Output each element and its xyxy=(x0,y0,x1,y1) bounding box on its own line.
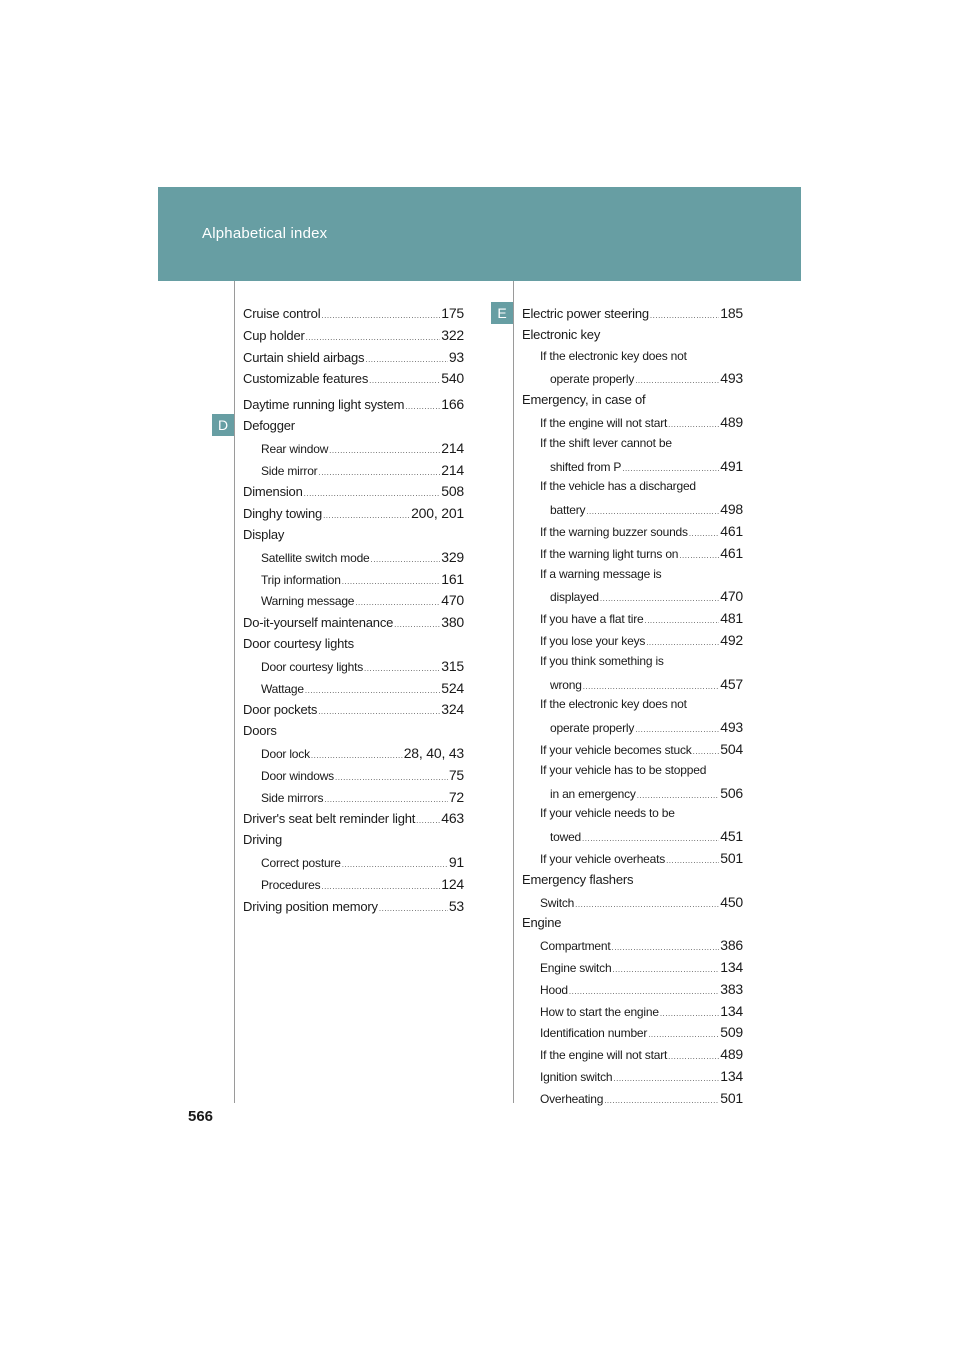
leader-dots xyxy=(668,1052,719,1061)
index-entry xyxy=(243,832,464,854)
index-entry xyxy=(522,937,743,959)
index-entry-label: operate properly xyxy=(550,372,635,387)
index-entry xyxy=(243,745,464,767)
leader-dots xyxy=(646,638,719,647)
index-entry xyxy=(522,545,743,567)
index-entry-label: Side mirrors xyxy=(261,790,324,805)
leader-dots xyxy=(342,860,448,869)
index-entry-page: 53 xyxy=(448,897,464,914)
index-entry-page: 509 xyxy=(720,1024,743,1041)
leader-dots xyxy=(582,834,719,843)
index-entry xyxy=(243,680,464,702)
leader-dots xyxy=(321,882,440,891)
leader-dots xyxy=(679,551,719,560)
leader-dots xyxy=(394,620,440,629)
leader-dots xyxy=(318,707,440,716)
index-entry-page: 540 xyxy=(441,370,464,387)
index-entry-page: 498 xyxy=(720,501,743,518)
index-entry-label: Emergency, in case of xyxy=(522,392,646,408)
index-entry-label: If the engine will not start xyxy=(540,1048,668,1063)
index-entry-label: Driver's seat belt reminder light xyxy=(243,811,416,827)
index-entry-label: Driving position memory xyxy=(243,898,378,914)
index-entry-page: 91 xyxy=(448,853,464,870)
leader-dots xyxy=(612,965,719,974)
leader-dots xyxy=(604,1096,719,1105)
index-entry xyxy=(522,894,743,916)
index-entry xyxy=(522,436,743,458)
index-entry xyxy=(522,1046,743,1068)
index-entry-page: 214 xyxy=(441,439,464,456)
index-entry xyxy=(522,828,743,850)
index-entry-page: 470 xyxy=(441,592,464,609)
leader-dots xyxy=(311,751,403,760)
leader-dots xyxy=(666,856,719,865)
index-entry-label: Electric power steering xyxy=(522,306,649,321)
index-entry-label: Customizable features xyxy=(243,371,369,387)
leader-dots xyxy=(622,464,719,473)
index-entry-page: 175 xyxy=(441,305,464,321)
index-entry-page: 461 xyxy=(720,522,743,539)
index-entry xyxy=(522,610,743,632)
leader-dots xyxy=(379,904,448,913)
index-entry xyxy=(243,723,464,745)
index-entry xyxy=(522,959,743,981)
index-entry-page: 506 xyxy=(720,784,743,801)
index-entry xyxy=(522,458,743,480)
letter-tab-d: D xyxy=(212,414,234,436)
index-entry-label: Wattage xyxy=(261,681,304,696)
index-entry-label: If the warning light turns on xyxy=(540,546,679,561)
index-entry xyxy=(243,789,464,811)
index-entry-label: Dimension xyxy=(243,484,303,500)
index-entry-label: Ignition switch xyxy=(540,1069,613,1084)
index-entry-label: Hood xyxy=(540,982,568,997)
leader-dots xyxy=(635,725,719,734)
index-entry-label: Correct posture xyxy=(261,855,341,870)
index-entry xyxy=(243,571,464,593)
index-entry xyxy=(243,483,464,505)
index-entry-label: Cruise control xyxy=(243,306,321,321)
leader-dots xyxy=(364,664,440,673)
leader-dots xyxy=(342,577,441,586)
index-entry-page: 28, 40, 43 xyxy=(403,744,464,761)
index-entry-page: 450 xyxy=(720,893,743,910)
index-entry-label: If a warning message is xyxy=(540,566,662,581)
index-entry xyxy=(243,462,464,484)
index-entry xyxy=(522,632,743,654)
index-entry xyxy=(522,1024,743,1046)
index-entry xyxy=(522,741,743,763)
leader-dots xyxy=(612,943,720,952)
index-entry xyxy=(522,567,743,589)
index-entry xyxy=(522,414,743,436)
index-entry-page: 315 xyxy=(441,657,464,674)
leader-dots xyxy=(306,333,441,342)
index-entry-label: Door pockets xyxy=(243,702,318,718)
index-entry xyxy=(243,396,464,418)
index-entry-label: Door windows xyxy=(261,768,334,783)
index-entry xyxy=(522,676,743,698)
index-entry xyxy=(243,898,464,920)
index-entry-label: If you have a flat tire xyxy=(540,612,644,627)
index-entry-page: 134 xyxy=(720,1002,743,1019)
leader-dots xyxy=(650,311,719,320)
leader-dots xyxy=(355,598,440,607)
page-number: 566 xyxy=(188,1108,214,1125)
index-entry xyxy=(243,767,464,789)
index-entry xyxy=(522,501,743,523)
index-entry xyxy=(522,327,743,349)
index-entry xyxy=(243,505,464,527)
index-entry xyxy=(522,850,743,872)
index-entry xyxy=(522,981,743,1003)
index-entry-page: 324 xyxy=(441,701,464,718)
index-entry xyxy=(243,636,464,658)
index-entry-label: Trip information xyxy=(261,572,341,587)
index-entry xyxy=(522,1090,743,1112)
leader-dots xyxy=(305,686,440,695)
index-entry-label: Door courtesy lights xyxy=(243,635,354,651)
index-entry xyxy=(522,392,743,414)
index-entry xyxy=(522,915,743,937)
index-entry-page: 457 xyxy=(720,675,743,692)
index-entry xyxy=(243,305,464,327)
index-entry-page: 383 xyxy=(720,980,743,997)
leader-dots xyxy=(318,468,440,477)
index-entry-page: 470 xyxy=(720,588,743,605)
leader-dots xyxy=(637,791,720,800)
index-entry-page: 166 xyxy=(441,396,464,413)
index-entry xyxy=(522,1068,743,1090)
index-entry-label: Curtain shield airbags xyxy=(243,349,365,365)
leader-dots xyxy=(324,795,448,804)
index-entry-page: 451 xyxy=(720,828,743,845)
index-entry-label: in an emergency xyxy=(550,786,636,801)
leader-dots xyxy=(689,529,719,538)
index-entry-page: 72 xyxy=(448,788,464,805)
leader-dots xyxy=(335,773,448,782)
index-entry-label: shifted from P xyxy=(550,459,622,474)
right-column-rule xyxy=(513,281,514,1103)
index-entry xyxy=(243,349,464,371)
leader-dots xyxy=(371,555,441,564)
index-entry-page: 386 xyxy=(720,937,743,954)
index-entry-label: If the vehicle has a discharged xyxy=(540,479,696,494)
leader-dots xyxy=(600,594,719,603)
leader-dots xyxy=(583,682,720,691)
index-entry xyxy=(243,327,464,349)
index-entry-page: 508 xyxy=(441,483,464,500)
leader-dots xyxy=(329,446,440,455)
leader-dots xyxy=(323,511,410,520)
index-entry xyxy=(243,658,464,680)
leader-dots xyxy=(660,1009,719,1018)
index-entry-label: battery xyxy=(550,503,586,518)
index-entry-label: Display xyxy=(243,526,285,542)
index-entry-page: 185 xyxy=(720,305,743,321)
index-column-right xyxy=(522,305,743,1111)
index-entry-label: If you think something is xyxy=(540,653,664,668)
index-entry-label: Side mirror xyxy=(261,463,318,478)
leader-dots xyxy=(668,420,719,429)
index-entry-label: If your vehicle has to be stopped xyxy=(540,762,707,777)
index-entry-label: Switch xyxy=(540,895,575,910)
index-entry-page: 134 xyxy=(720,1067,743,1084)
index-entry xyxy=(522,349,743,371)
index-entry-label: If your vehicle overheats xyxy=(540,851,666,866)
leader-dots xyxy=(416,816,440,825)
index-entry-label: Compartment xyxy=(540,939,611,954)
leader-dots xyxy=(569,987,719,996)
leader-dots xyxy=(304,489,441,498)
leader-dots xyxy=(586,507,719,516)
leader-dots xyxy=(635,376,719,385)
index-entry-page: 501 xyxy=(720,1089,743,1106)
index-entry-label: Identification number xyxy=(540,1026,648,1041)
index-entry-page: 329 xyxy=(441,548,464,565)
index-entry-label: Doors xyxy=(243,723,277,739)
index-entry xyxy=(243,418,464,440)
index-entry-label: Engine xyxy=(522,915,562,931)
index-entry xyxy=(522,872,743,894)
index-entry xyxy=(243,592,464,614)
index-entry-label: Electronic key xyxy=(522,326,601,342)
index-entry xyxy=(243,614,464,636)
index-entry xyxy=(522,785,743,807)
index-entry-page: 504 xyxy=(720,740,743,757)
letter-tab-e: E xyxy=(491,302,513,324)
leader-dots xyxy=(321,311,440,320)
index-entry-page: 322 xyxy=(441,326,464,343)
index-entry-label: operate properly xyxy=(550,721,635,736)
index-column-left xyxy=(243,305,464,919)
index-entry-label: wrong xyxy=(550,677,582,692)
index-entry-page: 93 xyxy=(448,348,464,365)
index-entry xyxy=(243,549,464,571)
index-entry-label: Overheating xyxy=(540,1091,604,1106)
index-entry xyxy=(243,810,464,832)
leader-dots xyxy=(365,355,447,364)
leader-dots xyxy=(405,402,440,411)
index-entry-page: 481 xyxy=(720,610,743,627)
index-entry xyxy=(522,806,743,828)
index-entry xyxy=(522,370,743,392)
index-entry-page: 463 xyxy=(441,810,464,827)
index-entry-label: Cup holder xyxy=(243,327,305,343)
index-entry-page: 492 xyxy=(720,631,743,648)
index-entry-label: Engine switch xyxy=(540,960,612,975)
index-entry xyxy=(522,697,743,719)
index-entry-label: Defogger xyxy=(243,417,295,433)
leader-dots xyxy=(575,900,719,909)
leader-dots xyxy=(644,616,719,625)
index-entry xyxy=(243,370,464,392)
index-entry-label: How to start the engine xyxy=(540,1004,659,1019)
index-entry-page: 124 xyxy=(441,875,464,892)
left-column-rule xyxy=(234,281,235,1103)
index-entry-page: 200, 201 xyxy=(411,505,464,522)
index-entry xyxy=(522,479,743,501)
index-entry-label: Dinghy towing xyxy=(243,506,323,522)
leader-dots xyxy=(613,1074,719,1083)
leader-dots xyxy=(693,747,720,756)
index-entry-label: If the engine will not start xyxy=(540,415,668,430)
index-entry-label: displayed xyxy=(550,590,599,605)
index-entry-page: 493 xyxy=(720,719,743,736)
leader-dots xyxy=(369,376,440,385)
index-entry xyxy=(243,854,464,876)
index-entry-page: 461 xyxy=(720,544,743,561)
index-entry-label: If your vehicle becomes stuck xyxy=(540,742,692,757)
index-entry-label: If the electronic key does not xyxy=(540,348,687,363)
index-entry-page: 524 xyxy=(441,679,464,696)
index-entry-label: Door lock xyxy=(261,746,310,761)
index-entry-page: 489 xyxy=(720,413,743,430)
index-entry-page: 134 xyxy=(720,958,743,975)
index-entry xyxy=(243,527,464,549)
index-entry xyxy=(522,1003,743,1025)
index-entry-page: 380 xyxy=(441,614,464,631)
index-entry xyxy=(522,523,743,545)
index-entry xyxy=(522,588,743,610)
index-entry-label: Daytime running light system xyxy=(243,397,405,413)
index-entry-label: Warning message xyxy=(261,594,355,609)
index-entry-page: 75 xyxy=(448,766,464,783)
index-entry-label: If the electronic key does not xyxy=(540,697,687,712)
index-entry-page: 214 xyxy=(441,461,464,478)
index-entry-label: If you lose your keys xyxy=(540,633,646,648)
index-entry xyxy=(243,440,464,462)
index-entry-label: Satellite switch mode xyxy=(261,550,370,565)
index-entry xyxy=(522,719,743,741)
index-entry xyxy=(243,876,464,898)
index-entry xyxy=(522,654,743,676)
index-entry-page: 489 xyxy=(720,1046,743,1063)
leader-dots xyxy=(648,1030,719,1039)
index-entry xyxy=(522,763,743,785)
index-entry-label: Do-it-yourself maintenance xyxy=(243,615,394,631)
index-entry-label: towed xyxy=(550,830,582,845)
section-header xyxy=(158,187,801,281)
index-entry xyxy=(522,305,743,327)
index-entry-label: If the shift lever cannot be xyxy=(540,435,672,450)
index-entry-page: 501 xyxy=(720,849,743,866)
index-entry-page: 493 xyxy=(720,370,743,387)
index-entry xyxy=(243,701,464,723)
index-entry-label: If the warning buzzer sounds xyxy=(540,524,688,539)
index-entry-page: 161 xyxy=(441,570,464,587)
index-entry-label: Driving xyxy=(243,832,283,848)
index-entry-label: Emergency flashers xyxy=(522,871,634,887)
index-entry-label: Door courtesy lights xyxy=(261,659,364,674)
index-entry-label: If your vehicle needs to be xyxy=(540,806,675,821)
index-entry-label: Procedures xyxy=(261,877,321,892)
index-entry-label: Rear window xyxy=(261,441,329,456)
header-title: Alphabetical index xyxy=(202,225,328,242)
index-entry-page: 491 xyxy=(720,457,743,474)
